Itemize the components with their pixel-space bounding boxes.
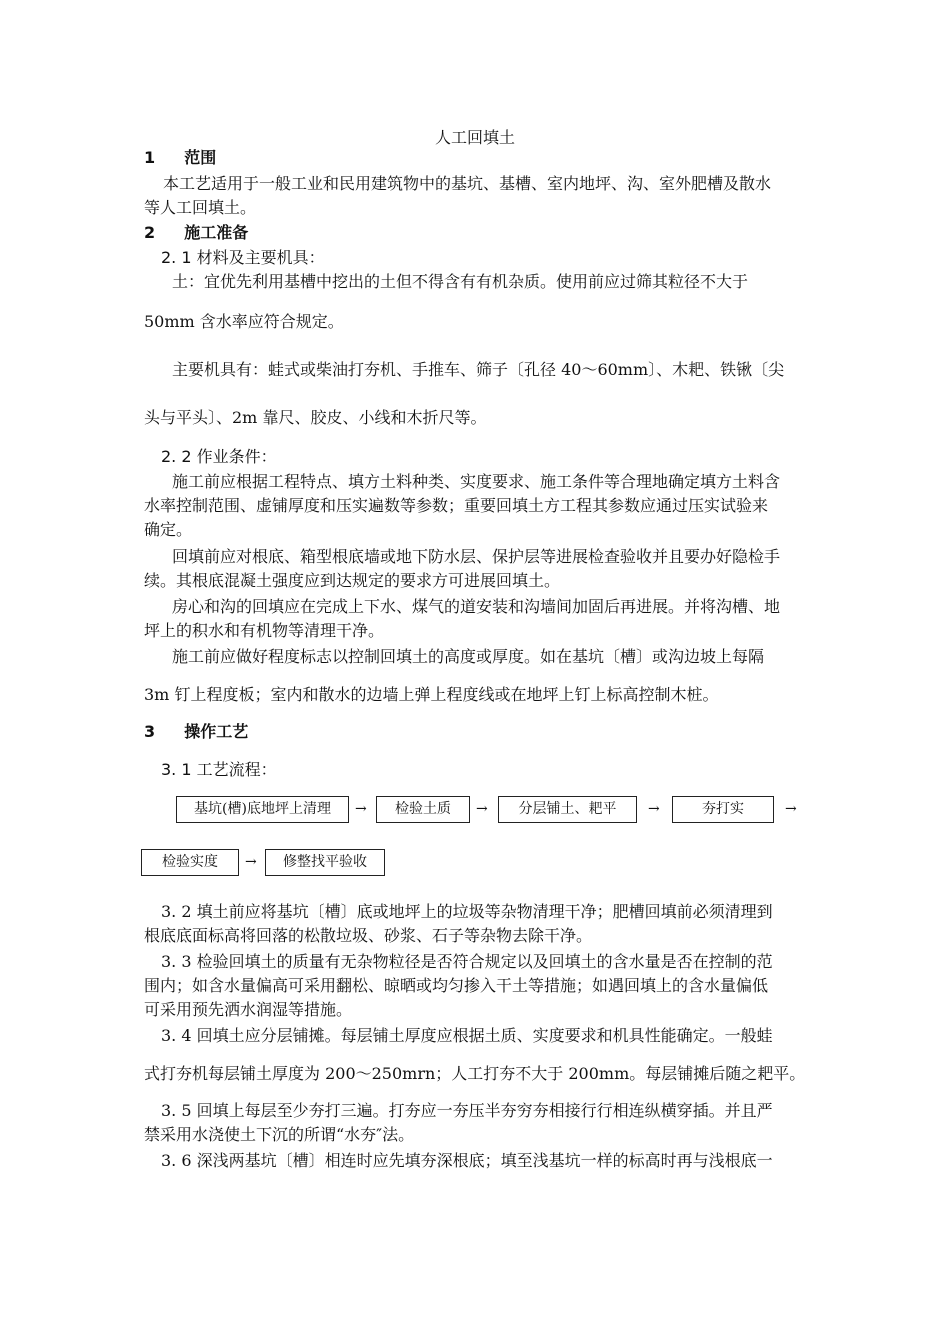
paragraph-3-3-line-1: 3. 3 检验回填土的质量有无杂物粒径是否符合规定以及回填土的含水量是否在控制的范 [161,952,773,971]
section-2-number: 2 [144,223,156,242]
flow-arrow-icon: → [476,801,488,817]
section-3-label: 操作工艺 [184,722,249,741]
paragraph-conditions-1-line-1: 施工前应根据工程特点、填方土料种类、实度要求、施工条件等合理地确定填方土料含 [172,472,781,491]
flow-arrow-icon: → [785,801,797,817]
flow-step-clean-base: 基坑(槽)底地坪上清理 [176,796,349,823]
section-1-heading [144,147,216,169]
flow-step-inspect-soil: 检验土质 [376,796,470,823]
section-1-label: 范围 [184,148,217,167]
paragraph-conditions-2-line-1: 回填前应对根底、箱型根底墙或地下防水层、保护层等进展检查验收并且要办好隐检手 [172,547,781,566]
flow-arrow-icon: → [648,801,660,817]
paragraph-scope-line-2: 等人工回填土。 [144,198,257,217]
paragraph-scope-line-1: 本工艺适用于一般工业和民用建筑物中的基坑、基槽、室内地坪、沟、室外肥槽及散水 [163,174,772,193]
flow-arrow-icon: → [245,854,257,870]
paragraph-soil-line-2: 50mm 含水率应符合规定。 [144,312,344,331]
page-title: 人工回填土 [434,128,515,147]
section-3-number: 3 [144,722,156,741]
subsection-2-1-heading: 2. 1 材料及主要机具： [161,248,325,267]
paragraph-conditions-4-line-2: 3m 钉上程度板；室内和散水的边墙上弹上程度线或在地坪上钉上标高控制木桩。 [144,685,719,704]
paragraph-conditions-3-line-2: 坪上的积水和有机物等清理干净。 [144,621,385,640]
paragraph-3-4-line-2: 式打夯机每层铺土厚度为 200～250mrn；人工打夯不大于 200mm。每层铺摊后随之耙平。 [144,1064,806,1083]
paragraph-conditions-2-line-2: 续。其根底混凝土强度应到达规定的要求方可进展回填土。 [144,571,561,590]
subsection-3-1-heading: 3. 1 工艺流程： [161,760,277,779]
paragraph-3-2-line-1: 3. 2 填土前应将基坑〔槽〕底或地坪上的垃圾等杂物清理干净；肥槽回填前必须清理到 [161,902,773,921]
paragraph-tools-line-1: 主要机具有：蛙式或柴油打夯机、手推车、筛子〔孔径 40～60mm〕、木耙、铁锹〔尖 [172,360,785,379]
paragraph-tools-line-2: 头与平头〕、2m 靠尺、胶皮、小线和木折尺等。 [144,408,487,427]
paragraph-3-6-line-1: 3. 6 深浅两基坑〔槽〕相连时应先填夯深根底；填至浅基坑一样的标高时再与浅根底一 [161,1151,773,1170]
paragraph-conditions-3-line-1: 房心和沟的回填应在完成上下水、煤气的道安装和沟墙间加固后再进展。并将沟槽、地 [172,597,781,616]
paragraph-conditions-1-line-2: 水率控制范围、虚铺厚度和压实遍数等参数；重要回填土方工程其参数应通过压实试验来 [144,496,769,515]
paragraph-3-3-line-2: 围内；如含水量偏高可采用翻松、晾晒或均匀掺入干土等措施；如遇回填上的含水量偏低 [144,976,769,995]
section-2-label: 施工准备 [184,223,249,242]
flow-step-layer-spread: 分层铺土、耙平 [498,796,637,823]
flow-arrow-icon: → [355,801,367,817]
section-2-heading [144,222,248,244]
paragraph-3-5-line-1: 3. 5 回填上每层至少夯打三遍。打夯应一夯压半夯穷夯相接行行相连纵横穿插。并且严 [161,1101,773,1120]
paragraph-3-4-line-1: 3. 4 回填土应分层铺摊。每层铺土厚度应根据土质、实度要求和机具性能确定。一般蛙 [161,1026,773,1045]
paragraph-conditions-4-line-1: 施工前应做好程度标志以控制回填土的高度或厚度。如在基坑〔槽〕或沟边坡上每隔 [172,647,765,666]
section-1-number: 1 [144,148,156,167]
flow-step-level-accept: 修整找平验收 [265,849,385,876]
paragraph-3-3-line-3: 可采用预先洒水润湿等措施。 [144,1000,353,1019]
paragraph-conditions-1-line-3: 确定。 [144,520,193,539]
flow-step-compact: 夯打实 [672,796,774,823]
paragraph-3-5-line-2: 禁采用水浇使土下沉的所谓“水夯″法。 [144,1125,415,1144]
subsection-2-2-heading: 2. 2 作业条件： [161,447,277,466]
paragraph-soil-line-1: 土：宜优先利用基槽中挖出的土但不得含有有机杂质。使用前应过筛其粒径不大于 [172,272,749,291]
section-3-heading [144,721,248,743]
paragraph-3-2-line-2: 根底底面标高将回落的松散垃圾、砂浆、石子等杂物去除干净。 [144,926,593,945]
flow-step-check-density: 检验实度 [141,849,239,876]
